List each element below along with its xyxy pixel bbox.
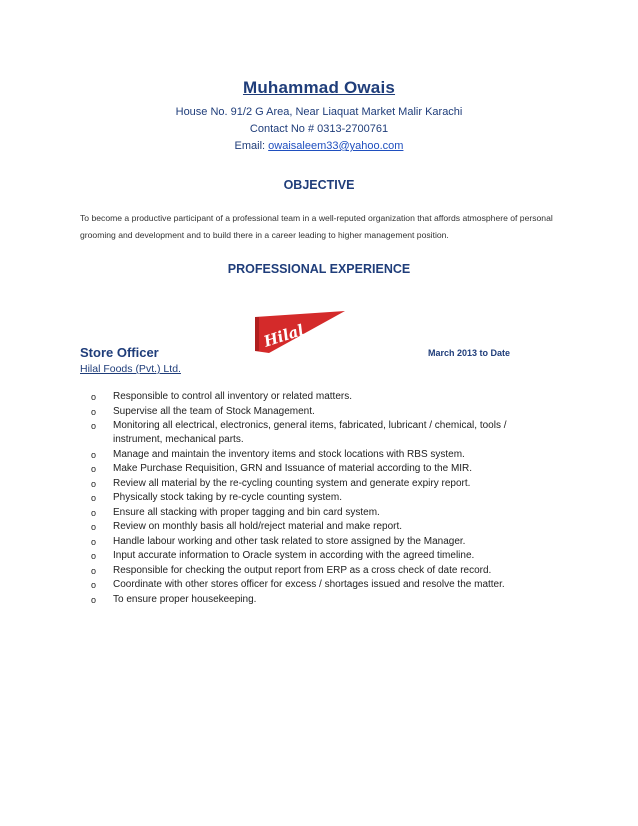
duty-text: Responsible to control all inventory or related matters.	[113, 391, 353, 402]
experience-heading: PROFESSIONAL EXPERIENCE	[227, 262, 411, 276]
duty-item	[91, 506, 551, 520]
duty-item	[91, 578, 551, 592]
bullet-icon: o	[91, 421, 97, 431]
bullet-icon: o	[91, 493, 97, 503]
duty-text: Make Purchase Requisition, GRN and Issuance of material according to the MIR.	[113, 463, 473, 474]
email-line	[0, 138, 638, 155]
duty-item	[91, 549, 551, 563]
duty-item	[91, 419, 551, 447]
bullet-icon: o	[91, 580, 97, 590]
bullet-icon: o	[91, 464, 97, 474]
duty-item	[91, 593, 551, 607]
bullet-icon: o	[91, 536, 97, 547]
bullet-icon: o	[91, 449, 97, 460]
bullet-icon: o	[91, 507, 97, 518]
duty-item	[91, 462, 551, 476]
duty-item	[91, 520, 551, 534]
contact-number: Contact No # 0313-2700761	[249, 123, 389, 135]
duty-text: Monitoring all electrical, electronics, general items, fabricated, lubricant / chemical, tools / instrument, mechanical parts.	[113, 420, 507, 445]
bullet-icon: o	[91, 565, 97, 576]
hilal-logo	[255, 311, 345, 353]
bullet-icon: o	[91, 478, 97, 489]
duty-item	[91, 405, 551, 419]
resume-header	[0, 78, 638, 155]
bullet-icon: o	[91, 406, 97, 417]
email-label: Email:	[234, 140, 269, 152]
job-title: Store Officer	[80, 345, 159, 360]
duty-text: To ensure proper housekeeping.	[113, 593, 257, 605]
duty-text: Manage and maintain the inventory items and stock locations with RBS system.	[113, 448, 465, 460]
objective-heading: OBJECTIVE	[283, 178, 355, 192]
bullet-icon: o	[91, 522, 97, 532]
job-dates: March 2013 to Date	[428, 348, 511, 358]
duty-item	[91, 564, 551, 578]
candidate-name: Muhammad Owais	[242, 78, 396, 97]
bullet-icon: o	[91, 392, 97, 402]
duties-list	[91, 390, 551, 607]
email-link[interactable]: owaisaleem33@yahoo.com	[268, 140, 404, 152]
address-line: House No. 91/2 G Area, Near Liaquat Market Malir Karachi	[175, 106, 463, 118]
duty-text: Coordinate with other stores officer for excess / shortages issued and resolve the matter.	[113, 579, 505, 590]
duty-item	[91, 477, 551, 491]
bullet-icon: o	[91, 594, 97, 605]
duty-text: Physically stock taking by re-cycle counting system.	[113, 492, 342, 503]
duty-item	[91, 491, 551, 505]
bullet-icon: o	[91, 551, 97, 561]
duty-item	[91, 535, 551, 549]
logo-wordmark: Hilal	[261, 320, 307, 351]
duty-text: Review on monthly basis all hold/reject material and make report.	[113, 521, 403, 532]
duty-item	[91, 448, 551, 462]
duty-text: Review all material by the re-cycling counting system and generate expiry report.	[113, 477, 471, 489]
company-name: Hilal Foods (Pvt.) Ltd.	[80, 363, 181, 375]
objective-text: To become a productive participant of a professional team in a well-reputed organization that affords atmosphere of personal grooming and development and to build there in a career leading to higher management position.	[80, 213, 553, 240]
duty-item	[91, 390, 551, 404]
duty-text: Input accurate information to Oracle system in according with the agreed timeline.	[113, 550, 475, 561]
duty-text: Responsible for checking the output report from ERP as a cross check of date record.	[113, 564, 492, 576]
duty-text: Ensure all stacking with proper tagging and bin card system.	[113, 506, 380, 518]
duty-text: Handle labour working and other task related to store assigned by the Manager.	[113, 535, 466, 547]
duty-text: Supervise all the team of Stock Management.	[113, 405, 315, 417]
